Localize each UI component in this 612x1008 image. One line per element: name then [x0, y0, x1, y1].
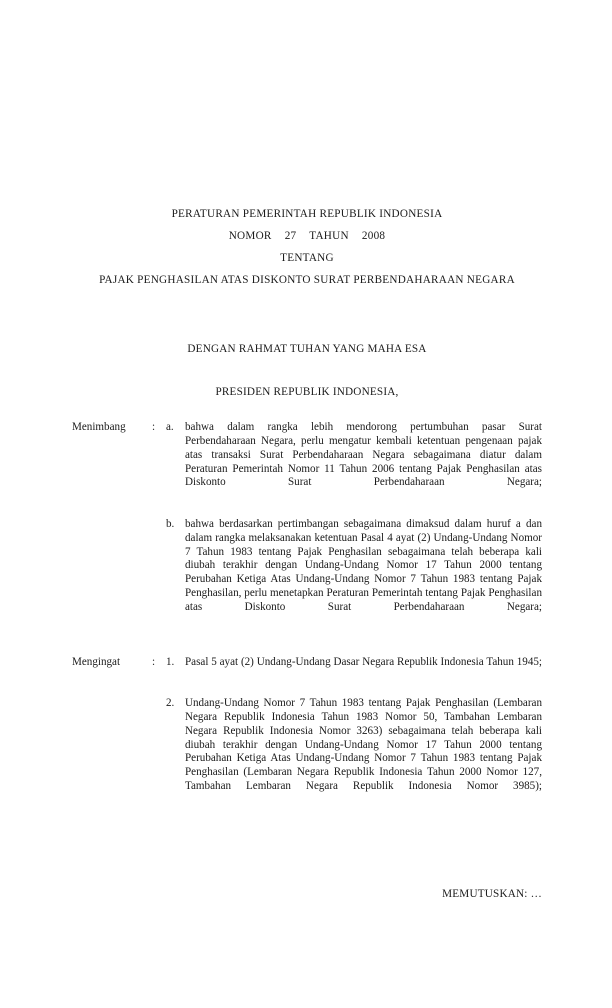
item-marker: b. [166, 517, 175, 530]
section-mengingat [72, 656, 542, 808]
section-label-menimbang: Menimbang [72, 421, 126, 433]
item-text: bahwa berdasarkan pertimbangan sebagaimana dimaksud dalam huruf a dan dalam rangka melaksanakan ketentuan Pasal 4 ayat (2) Undang-Undang Nomor 7 Tahun 1983 tentang Pajak Penghasilan sebagaimana telah beberapa kali diubah terakhir dengan Undang-Undang Nomor 17 Tahun 2000 tentang Perubahan Ketiga Atas Undang-Undang Nomor 7 Tahun 1983 tentang Pajak Penghasilan, perlu menetapkan Peraturan Pemerintah tentang Pajak Penghasilan atas Diskonto Surat Perbendaharaan Negara; [185, 517, 542, 613]
section-colon: : [152, 421, 156, 433]
section-label-mengingat: Mengingat [72, 655, 121, 668]
blessing-line: DENGAN RAHMAT TUHAN YANG MAHA ESA [187, 343, 427, 355]
authority-line: PRESIDEN REPUBLIK INDONESIA, [215, 386, 399, 398]
preamble-spacer [72, 358, 542, 384]
item-marker: a. [166, 421, 174, 433]
tentang-label: TENTANG [280, 252, 334, 264]
page-title: PERATURAN PEMERINTAH REPUBLIK INDONESIA [171, 208, 443, 220]
document-footer [72, 884, 542, 902]
clauses-container [72, 421, 542, 808]
regulation-number: NOMOR 27 TAHUN 2008 [228, 230, 386, 242]
clause-item [72, 421, 542, 504]
item-marker: 2. [166, 697, 175, 710]
section-menimbang [72, 421, 542, 629]
clause-item [72, 518, 542, 629]
item-text: Undang-Undang Nomor 7 Tahun 1983 tentang Pajak Penghasilan (Lembaran Negara Republik Indonesia Tahun 1983 Nomor 50, Tambahan Lembaran Negara Republik Indonesia Nomor 3263) sebagaimana telah beberapa kali diubah terakhir dengan Undang-Undang Nomor 17 Tahun 2000 tentang Perubahan Ketiga Atas Undang-Undang Nomor 7 Tahun 1983 tentang Pajak Penghasilan (Lembaran Negara Republik Indonesia Tahun 2000 Nomor 127, Tambahan Lembaran Negara Republik Indonesia Nomor 3985); [185, 697, 542, 793]
item-marker: 1. [166, 655, 175, 668]
preamble-block [72, 341, 542, 401]
clause-item [72, 656, 542, 684]
item-text: Pasal 5 ayat (2) Undang-Undang Dasar Negara Republik Indonesia Tahun 1945; [185, 655, 542, 668]
document-title-block [72, 203, 542, 291]
regulation-subject: PAJAK PENGHASILAN ATAS DISKONTO SURAT PERBENDAHARAAN NEGARA [99, 274, 515, 286]
memutuskan-continuation: MEMUTUSKAN: … [442, 888, 542, 900]
item-text: bahwa dalam rangka lebih mendorong pertumbuhan pasar Surat Perbendaharaan Negara, perlu mengatur kembali ketentuan pengenaan pajak atas transaksi Surat Perbendaharaan Negara sebagaimana diatur dalam Peraturan Pemerintah Nomor 11 Tahun 2006 tentang Pajak Penghasilan atas Diskonto Surat Perbendaharaan Negara; [185, 421, 542, 489]
clause-item [72, 697, 542, 808]
section-colon: : [152, 655, 156, 668]
